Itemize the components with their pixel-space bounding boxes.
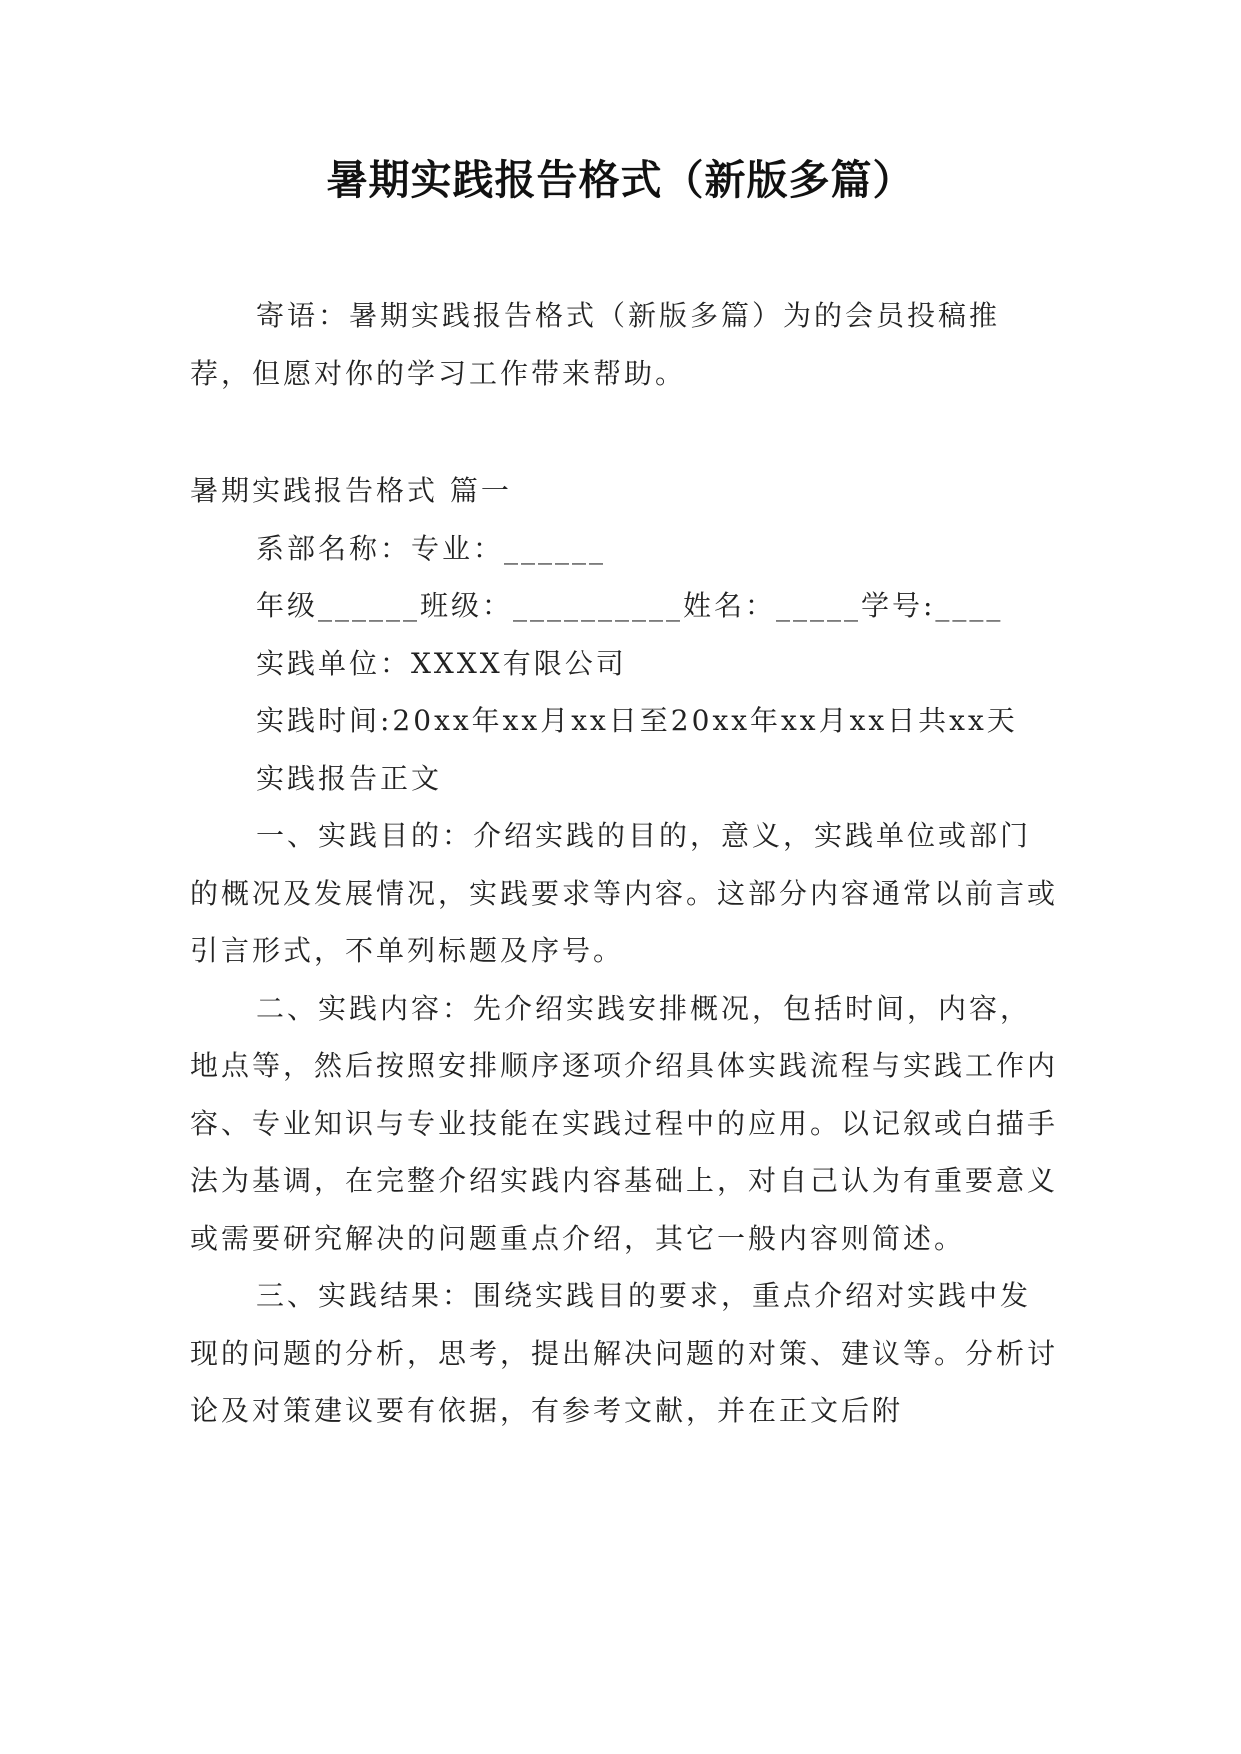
document-title: 暑期实践报告格式（新版多篇） xyxy=(326,156,915,204)
section-body xyxy=(190,462,1060,1440)
field-practice-time: 实践时间:20xx年xx月xx日至20xx年xx月xx日共xx天 xyxy=(256,704,1018,737)
field-grade-class-name-id: 年级______班级：__________姓名：_____学号:____ xyxy=(256,589,1004,622)
report-body-heading: 实践报告正文 xyxy=(256,761,443,795)
section-heading: 暑期实践报告格式 篇一 xyxy=(190,474,512,507)
field-department: 系部名称：专业：______ xyxy=(256,531,607,565)
intro-paragraph: 寄语：暑期实践报告格式（新版多篇）为的会员投稿推荐，但愿对你的学习工作带来帮助。 xyxy=(190,299,1001,390)
intro-block xyxy=(190,287,1060,402)
paragraph-results: 三、实践结果：围绕实践目的要求，重点介绍对实践中发现的问题的分析，思考，提出解决问题的对策、建议等。分析讨论及对策建议要有依据，有参考文献，并在正文后附 xyxy=(190,1279,1059,1427)
paragraph-content: 二、实践内容：先介绍实践安排概况，包括时间，内容，地点等，然后按照安排顺序逐项介绍具体实践流程与实践工作内容、专业知识与专业技能在实践过程中的应用。以记叙或白描手法为基调，在完整介绍实践内容基础上，对自己认为有重要意义或需要研究解决的问题重点介绍，其它一般内容则简述。 xyxy=(190,991,1059,1255)
field-practice-unit: 实践单位：XXXX有限公司 xyxy=(256,646,627,680)
paragraph-purpose: 一、实践目的：介绍实践的目的，意义，实践单位或部门的概况及发展情况，实践要求等内容。这部分内容通常以前言或引言形式，不单列标题及序号。 xyxy=(190,819,1059,967)
